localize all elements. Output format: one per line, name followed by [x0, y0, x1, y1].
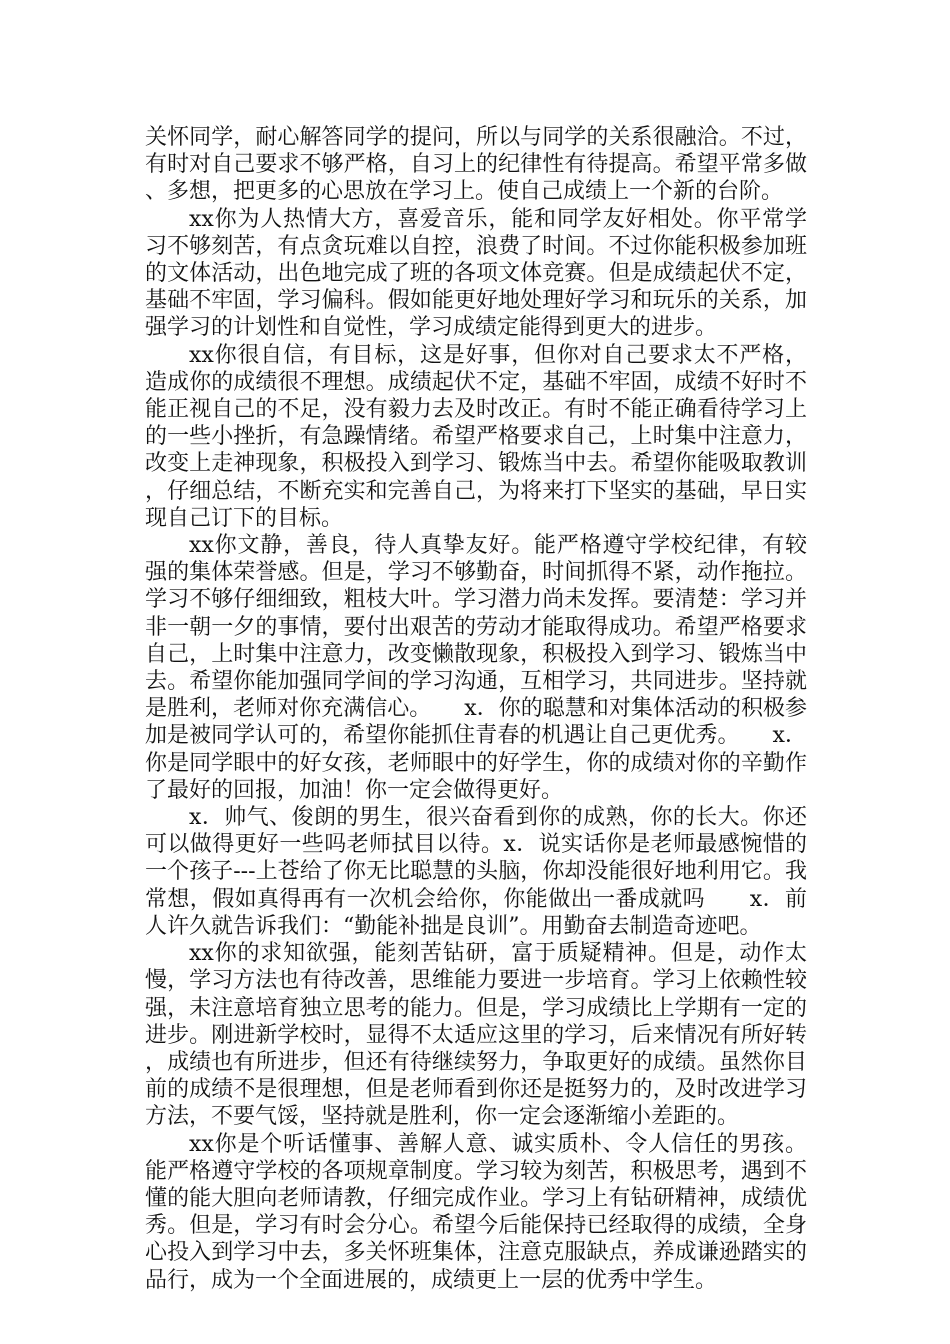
paragraph-continuation: 关怀同学，耐心解答同学的提问，所以与同学的关系很融洽。不过，有时对自己要求不够严格，自习上的纪律性有待提高。希望平常多做、多想，把更多的心思放在学习上。使自己成绩上一个新的台阶。	[145, 125, 807, 205]
paragraph-comment-6: xx你的求知欲强，能刻苦钻研，富于质疑精神。但是，动作太慢，学习方法也有待改善，思维能力要进一步培育。学习上依赖性较强，未注意培育独立思考的能力。但是，学习成绩比上学期有一定的进步。刚进新学校时，显得不太适应这里的学习，后来情况有所好转，成绩也有所进步，但还有待继续努力，争取更好的成绩。虽然你目前的成绩不是很理想，但是老师看到你还是挺努力的，及时改进学习方法，不要气馁，坚持就是胜利，你一定会逐渐缩小差距的。	[145, 941, 807, 1130]
paragraph-comment-4: xx你文静，善良，待人真挚友好。能严格遵守学校纪律，有较强的集体荣誉感。但是，学习不够勤奋，时间抓得不紧，动作拖拉。学习不够仔细细致，粗枝大叶。学习潜力尚未发挥。要清楚：学习并非一朝一夕的事情，要付出艰苦的劳动才能取得成功。希望严格要求自己，上时集中注意力，改变懒散现象，积极投入到学习、锻炼当中去。希望你能加强同学间的学习沟通，互相学习，共同进步。坚持就是胜利，老师对你充满信心。 x．你的聪慧和对集体活动的积极参加是被同学认可的，希望你能抓住青春的机遇让自己更优秀。 x．你是同学眼中的好女孩，老师眼中的好学生，你的成绩对你的辛勤作了最好的回报，加油！你一定会做得更好。	[145, 533, 807, 803]
paragraph-comment-3: xx你很自信，有目标，这是好事，但你对自己要求太不严格，造成你的成绩很不理想。成绩起伏不定，基础不牢固，成绩不好时不能正视自己的不足，没有毅力去及时改正。有时不能正确看待学习上的一些小挫折，有急躁情绪。希望严格要求自己，上时集中注意力，改变上走神现象，积极投入到学习、锻炼当中去。希望你能吸取教训，仔细总结，不断充实和完善自己，为将来打下坚实的基础，早日实现自己订下的目标。	[145, 342, 807, 531]
paragraph-comment-5: x．帅气、俊朗的男生，很兴奋看到你的成熟，你的长大。你还可以做得更好一些吗老师拭目以待。x．说实话你是老师最感惋惜的一个孩子---上苍给了你无比聪慧的头脑，你却没能很好地利用它。我常想，假如真得再有一次机会给你，你能做出一番成就吗 x．前人许久就告诉我们：“勤能补拙是良训”。用勤奋去制造奇迹吧。	[145, 805, 807, 939]
paragraph-comment-2: xx你为人热情大方，喜爱音乐，能和同学友好相处。你平常学习不够刻苦，有点贪玩难以自控，浪费了时间。不过你能积极参加班的文体活动，出色地完成了班的各项文体竞赛。但是成绩起伏不定，基础不牢固，学习偏科。假如能更好地处理好学习和玩乐的关系，加强学习的计划性和自觉性，学习成绩定能得到更大的进步。	[145, 206, 807, 341]
paragraph-comment-7: xx你是个听话懂事、善解人意、诚实质朴、令人信任的男孩。能严格遵守学校的各项规章制度。学习较为刻苦，积极思考，遇到不懂的能大胆向老师请教，仔细完成作业。学习上有钻研精神，成绩优秀。但是，学习有时会分心。希望今后能保持已经取得的成绩，全身心投入到学习中去，多关怀班集体，注意克服缺点，养成谦逊踏实的品行，成为一个全面进展的，成绩更上一层的优秀中学生。	[145, 1131, 807, 1293]
document-body	[145, 124, 807, 1294]
